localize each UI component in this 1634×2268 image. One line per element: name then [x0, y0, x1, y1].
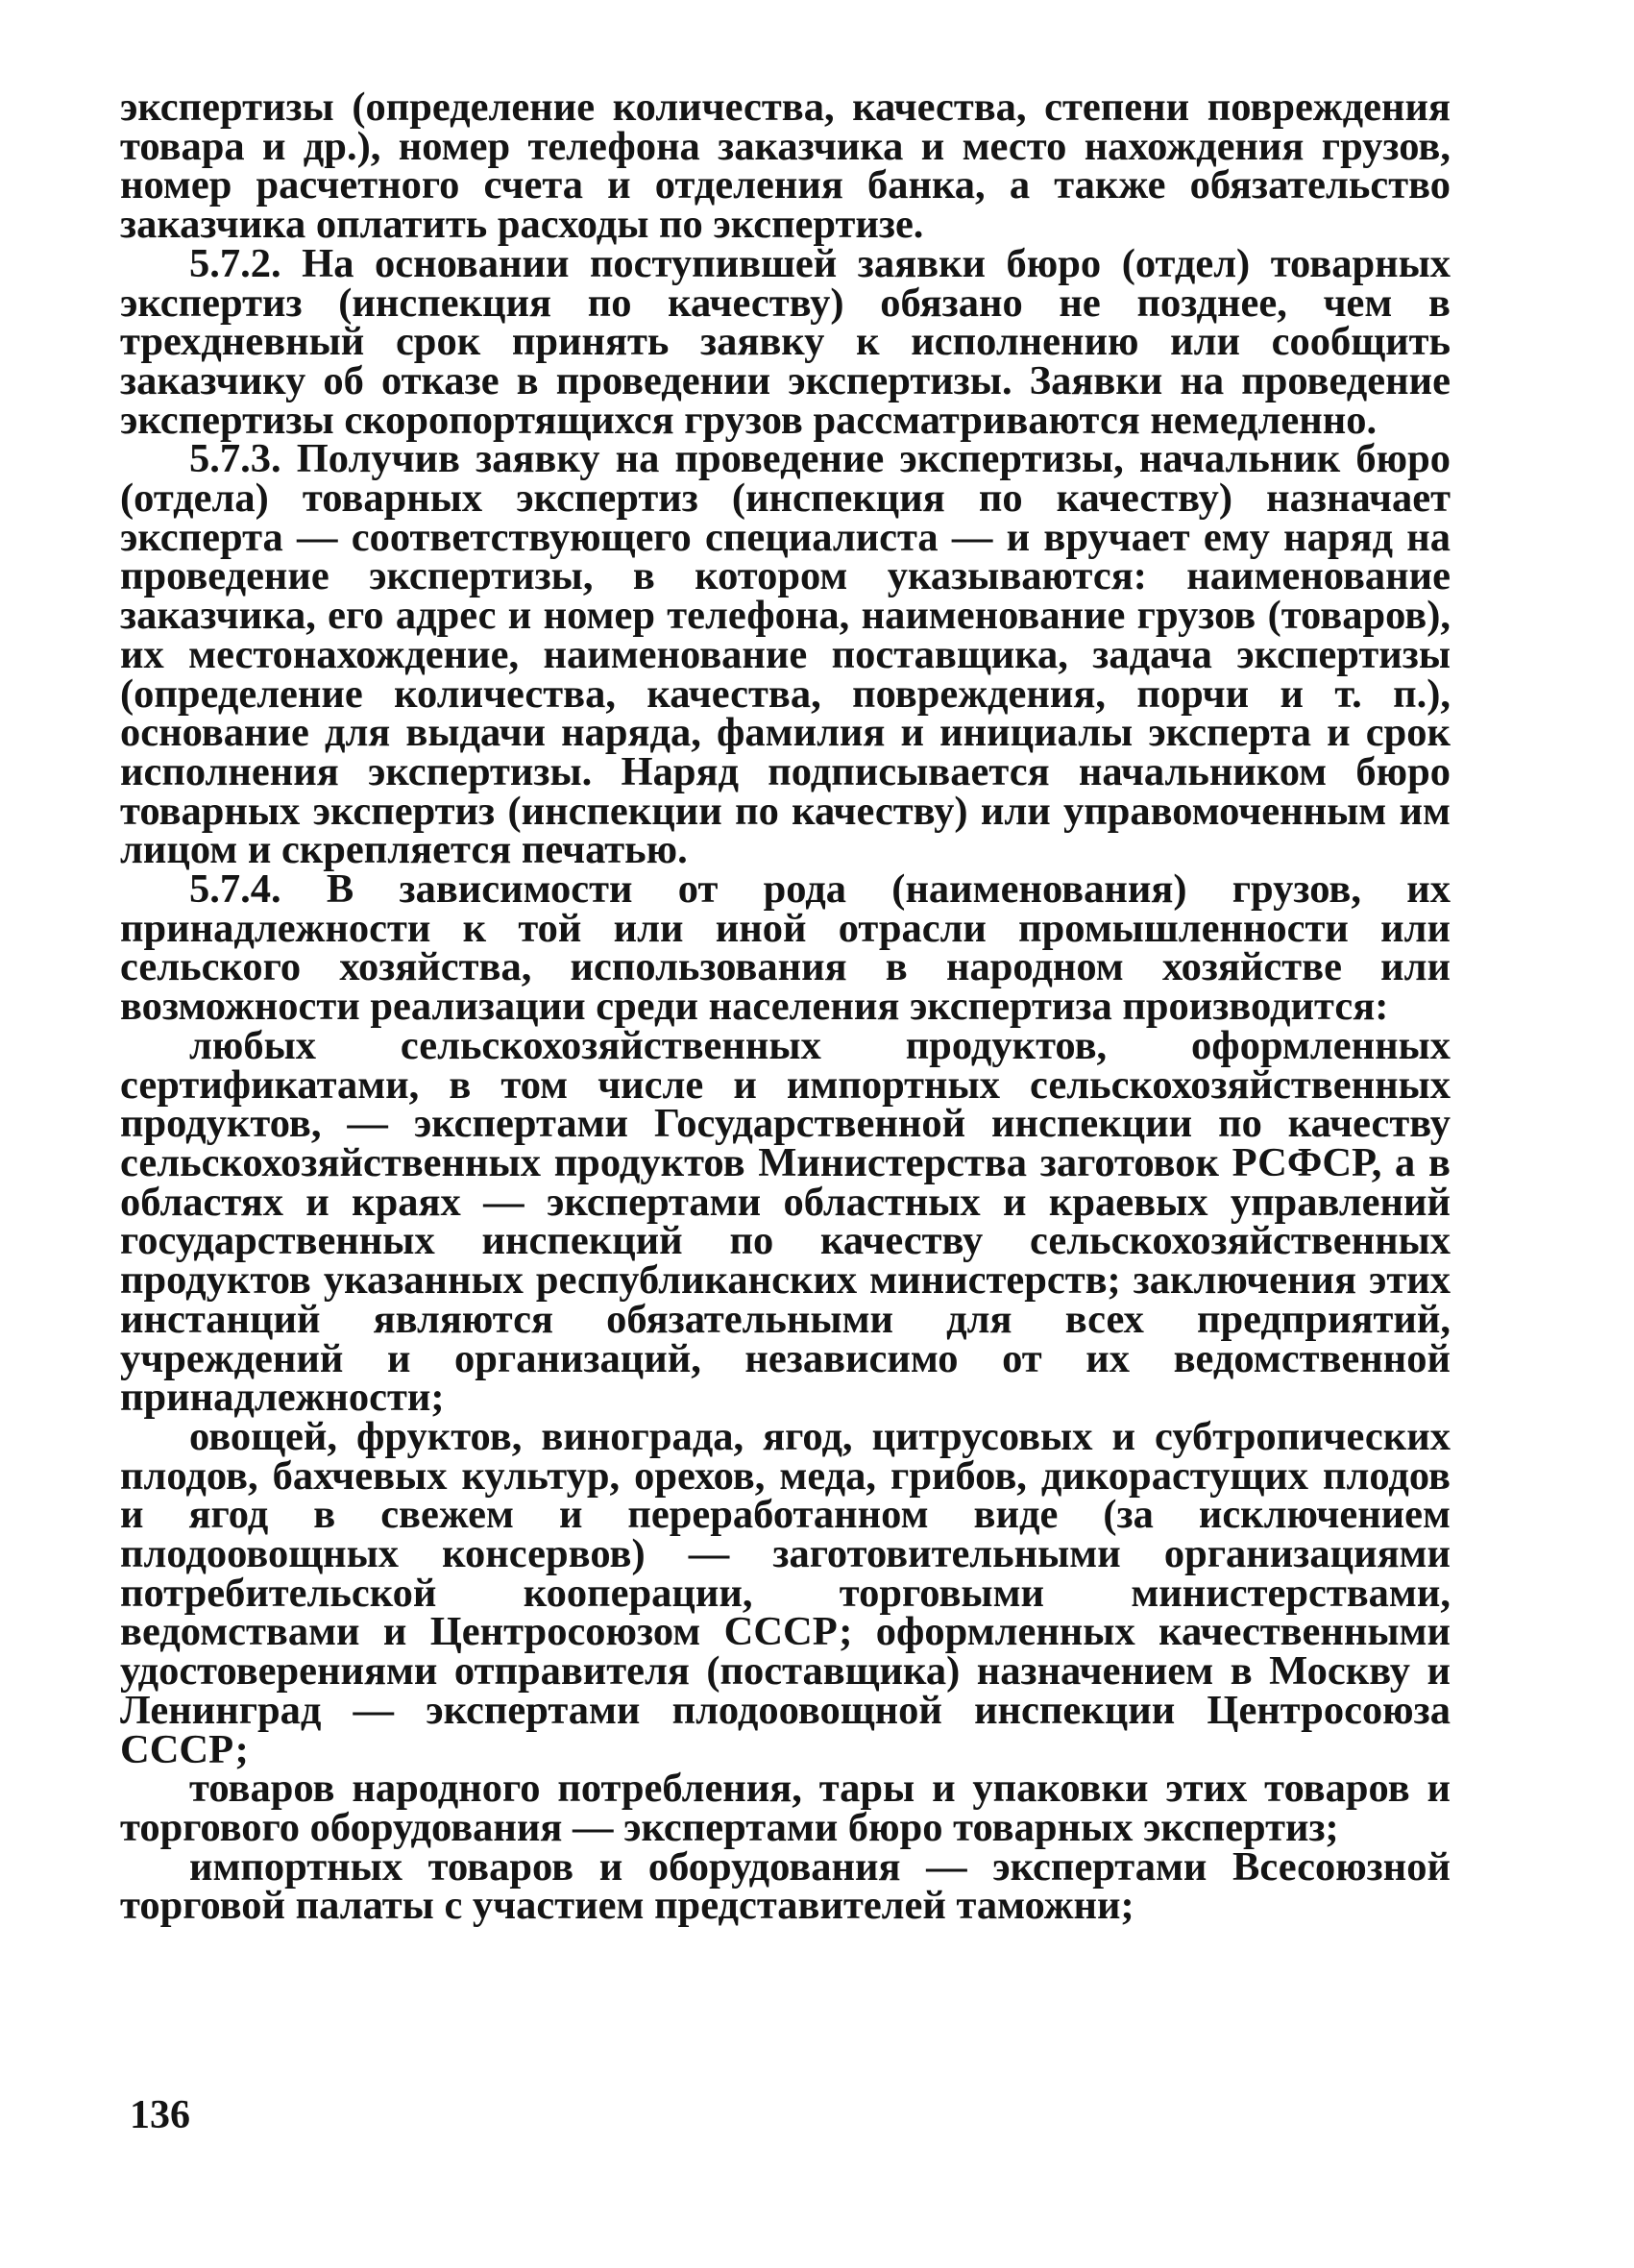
list-item-agricultural-products: любых сельскохозяйственных продуктов, оформленных сертификатами, в том числе и импортных сельскохозяйственных продуктов, — экспертами Государственной инспекции по качеству сельскохозяйственных продуктов Министерства заготовок РСФСР, а в областях и краях — экспертами областных и краевых управлений государственных инспекций по качеству сельскохозяйственных продуктов указанных республиканских министерств; заключения этих инстанций являются обязательными для всех предприятий, учреждений и организаций, независимо от их ведомственной принадлежности; — [120, 1022, 1451, 1421]
paragraph-5-7-3: 5.7.3. Получив заявку на проведение экспертизы, начальник бюро (отдела) товарных экспертиз (инспекция по качеству) назначает эксперта — соответствующего специалиста — и вручает ему наряд на проведение экспертизы, в котором указываются: наименование заказчика, его адрес и номер телефона, наименование грузов (товаров), их местонахождение, наименование поставщика, задача экспертизы (определение количества, качества, повреждения, порчи и т. п.), основание для выдачи наряда, фамилия и инициалы эксперта и срок исполнения экспертизы. Наряд подписывается начальником бюро товарных экспертиз (инспекции по качеству) или управомоченным им лицом и скрепляется печатью. — [120, 436, 1451, 873]
list-item-consumer-goods: товаров народного потребления, тары и упаковки этих товаров и торгового оборудования — экспертами бюро товарных экспертиз; — [120, 1766, 1451, 1850]
paragraph-continuation: экспертизы (определение количества, качества, степени повреждения товара и др.), номер телефона заказчика и место нахождения грузов, номер расчетного счета и отделения банка, а также обязательство заказчика оплатить расходы по экспертизе. — [120, 85, 1451, 248]
list-item-vegetables-fruits: овощей, фруктов, винограда, ягод, цитрусовых и субтропических плодов, бахчевых культур, орехов, меда, грибов, дикорастущих плодов и ягод в свежем и переработанном виде (за исключением плодоовощных консервов) — заготовительными организациями потребительской кооперации, торговыми министерствами, ведомствами и Центросоюзом СССР; оформленных качественными удостоверениями отправителя (поставщика) назначением в Москву и Ленинград — экспертами плодоовощной инспекции Центросоюза СССР; — [120, 1413, 1451, 1772]
page-body — [120, 85, 1451, 1929]
list-item-imported-goods: импортных товаров и оборудования — экспертами Всесоюзной торговой палаты с участием представителей таможни; — [120, 1843, 1451, 1929]
paragraph-5-7-2: 5.7.2. На основании поступившей заявки бюро (отдел) товарных экспертиз (инспекция по качеству) обязано не позднее, чем в трехдневный срок принять заявку к исполнению или сообщить заказчику об отказе в проведении экспертизы. Заявки на проведение экспертизы скоропортящихся грузов рассматриваются немедленно. — [120, 240, 1451, 443]
page-number: 136 — [130, 2093, 190, 2137]
paragraph-5-7-4: 5.7.4. В зависимости от рода (наименования) грузов, их принадлежности к той или иной отрасли промышленности или сельского хозяйства, использования в народном хозяйстве или возможности реализации среди населения экспертиза производится: — [120, 866, 1451, 1030]
